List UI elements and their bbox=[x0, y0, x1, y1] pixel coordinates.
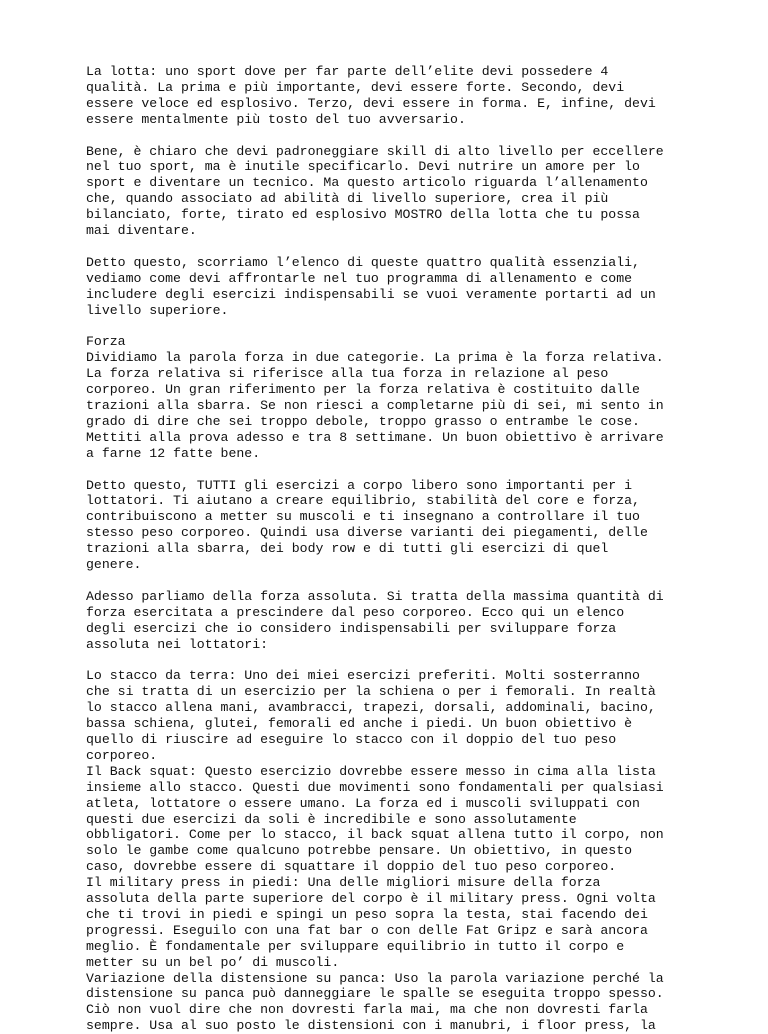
exercise-item-distensione: Variazione della distensione su panca: Uso la parola variazione perché la distensione su panca può danneggiare le spalle se eseguita troppo spesso. Ciò non vuol dire che non dovresti farla mai, ma che non dovresti farla sempre. Usa al suo posto le distensioni con i manubri, i floor press, la bbox=[86, 970, 664, 1034]
exercise-item-stacco: Lo stacco da terra: Uno dei miei esercizi preferiti. Molti sosterranno che si tratta di un esercizio per la schiena o per i femorali. In realtà lo stacco allena mani, avambracci, trapezi, dorsali, addominali, bacino, bassa schiena, glutei, femorali ed anche i piedi. Un buon obiettivo è quello di riuscire ad eseguire lo stacco con il doppio del tuo peso corporeo. bbox=[86, 668, 656, 763]
section-heading-forza: Forza bbox=[86, 334, 126, 350]
exercise-item-back-squat: Il Back squat: Questo esercizio dovrebbe essere messo in cima alla lista insieme allo stacco. Questi due movimenti sono fondamentali per qualsiasi atleta, lottatore o essere umano. La forza ed i muscoli sviluppati con questi due esercizi da soli è incredibile e sono assolutamente obbligatori. Come per lo stacco, il back squat allena tutto il corpo, non solo le gambe come qualcuno potrebbe pensare. Un obiettivo, in questo caso, dovrebbe essere di squattare il doppio del tuo peso corporeo. bbox=[86, 763, 664, 875]
paragraph-intro-2: Bene, è chiaro che devi padroneggiare skill di alto livello per eccellere nel tuo sport, ma è inutile specificarlo. Devi nutrire un amore per lo sport e diventare un tecnico. Ma questo articolo riguarda l’allenamento che, quando associato ad abilità di livello superiore, crea il più bilanciato, forte, tirato ed esplosivo MOSTRO della lotta che tu possa mai diventare. bbox=[86, 143, 664, 239]
paragraph-forza-1: Dividiamo la parola forza in due categorie. La prima è la forza relativa. La forza relativa si riferisce alla tua forza in relazione al peso corporeo. Un gran riferimento per la forza relativa è costituito dalle trazioni alla sbarra. Se non riesci a completarne più di sei, mi sento in grado di dire che sei troppo debole, troppo grasso o entrambe le cose. Mettiti alla prova adesso e tra 8 settimane. Un buon obiettivo è arrivare a farne 12 fatte bene. bbox=[86, 350, 664, 461]
document-page bbox=[86, 64, 686, 1034]
paragraph-forza-3: Adesso parliamo della forza assoluta. Si tratta della massima quantità di forza esercitata a prescindere dal peso corporeo. Ecco qui un elenco degli esercizi che io considero indispensabili per sviluppare forza assoluta nei lottatori: bbox=[86, 588, 664, 652]
paragraph-forza-2: Detto questo, TUTTI gli esercizi a corpo libero sono importanti per i lottatori. Ti aiutano a creare equilibrio, stabilità del core e forza, contribuiscono a metter su muscoli e ti insegnano a controllare il tuo stesso peso corporeo. Quindi usa diverse varianti dei piegamenti, delle trazioni alla sbarra, dei body row e di tutti gli esercizi di quel genere. bbox=[86, 477, 648, 573]
paragraph-intro-3: Detto questo, scorriamo l’elenco di queste quattro qualità essenziali, vediamo come devi affrontarle nel tuo programma di allenamento e come includere degli esercizi indispensabili se vuoi veramente portarti ad un livello superiore. bbox=[86, 254, 656, 318]
paragraph-intro-1: La lotta: uno sport dove per far parte dell’elite devi possedere 4 qualità. La prima e più importante, devi essere forte. Secondo, devi essere veloce ed esplosivo. Terzo, devi essere in forma. E, infine, devi essere mentalmente più tosto del tuo avversario. bbox=[86, 64, 656, 127]
exercise-item-military-press: Il military press in piedi: Una delle migliori misure della forza assoluta della parte superiore del corpo è il military press. Ogni volta che ti trovi in piedi e spingi un peso sopra la testa, stai facendo dei progressi. Eseguilo con una fat bar o con delle Fat Gripz e sarà ancora meglio. È fondamentale per sviluppare equilibrio in tutto il corpo e metter su un bel po’ di muscoli. bbox=[86, 875, 656, 970]
